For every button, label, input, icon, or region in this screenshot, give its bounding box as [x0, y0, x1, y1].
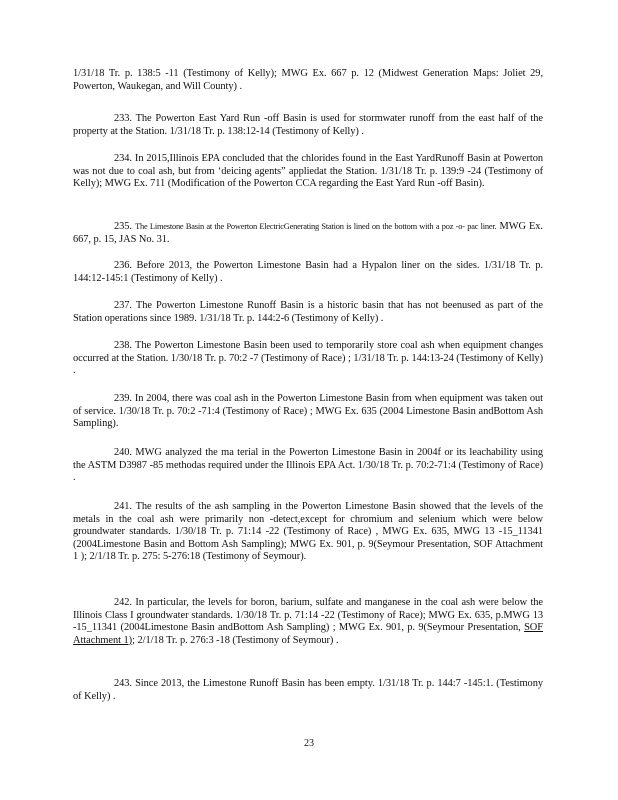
- paragraph-text: Since 2013, the Limestone Runoff Basin has been empty. 1/31/18 Tr. p. 144:7 -145:1. (Testimony of Kelly) .: [73, 678, 543, 702]
- paragraph-number: 239.: [114, 393, 132, 404]
- paragraph-number: 242.: [114, 597, 132, 608]
- paragraph-text-end: ; 2/1/18 Tr. p. 276:3 -18 (Testimony of Seymour) .: [132, 634, 339, 646]
- paragraph-text: The Powerton East Yard Run -off Basin is used for stormwater runoff from the east half of the property at the Station. 1/31/18 Tr. p. 138:12-14 (Testimony of Kelly) .: [73, 113, 543, 137]
- paragraph-number: 235.: [114, 221, 132, 232]
- paragraph-text: MWG Ex. 667, p. 15, JAS No. 31.: [73, 221, 543, 245]
- paragraph-number: 237.: [114, 300, 132, 311]
- paragraph-number: 233.: [114, 113, 132, 124]
- paragraph-text: The Powerton Limestone Basin been used to temporarily store coal ash when equipment changes occurred at the Station. 1/30/18 Tr. p. 70:2 -7 (Testimony of Race) ; 1/31/18 Tr. p. 144:13-24 (Testimony of Kelly) .: [73, 340, 543, 377]
- paragraph-text: In particular, the levels for boron, barium, sulfate and manganese in the coal ash were below the Illinois Class I groundwater standards. 1/30/18 Tr. p. 71:14 -22 (Testimony of Race); MWG Ex. 635, p.MWG 13 -15_11341 (2004Limestone Basin andBottom Ash Sampling) ; MWG Ex. 901, p. 9(Seymour Presentation,: [73, 597, 543, 634]
- paragraph-number: 236.: [114, 260, 132, 271]
- paragraph-237: [73, 300, 543, 325]
- paragraph-text-condensed: The Limestone Basin at the Powerton ElectricGenerating Station is lined on the bottom with a poz -o- pac liner.: [135, 222, 497, 231]
- paragraph-text: MWG analyzed the ma terial in the Powerton Limestone Basin in 2004f or its leachability using the ASTM D3987 -85 methodas required under the Illinois EPA Act. 1/30/18 Tr. p. 70:2-71:4 (Testimony of Race) .: [73, 447, 543, 484]
- paragraph-text: The results of the ash sampling in the Powerton Limestone Basin showed that the levels of the metals in the coal ash were primarily non -detect,except for chromium and selenium which were below groundwater standards. 1/30/18 Tr. p. 71:14 -22 (Testimony of Race) , MWG Ex. 635, MWG 13 -15_11341 (2004Limestone Basin and Bottom Ash Sampling); MWG Ex. 901, p. 9(Seymour Presentation, SOF Attachment 1 ); 2/1/18 Tr. p. 275: 5-276:18 (Testimony of Seymour).: [73, 501, 543, 563]
- paragraph-number: 243.: [114, 678, 132, 689]
- paragraph-236: [73, 260, 543, 285]
- paragraph-number: 238.: [114, 340, 132, 351]
- paragraph-238: [73, 340, 543, 378]
- paragraph-243: [73, 678, 543, 703]
- paragraph-number: 234.: [114, 153, 132, 164]
- paragraph-text: In 2004, there was coal ash in the Powerton Limestone Basin from when equipment was taken out of service. 1/30/18 Tr. p. 70:2 -71:4 (Testimony of Race) ; MWG Ex. 635 (2004 Limestone Basin andBottom Ash Sampling).: [73, 393, 543, 430]
- paragraph-235: [73, 221, 543, 246]
- paragraph-number: 241.: [114, 501, 132, 512]
- paragraph-241: [73, 501, 543, 564]
- paragraph-240: [73, 447, 543, 485]
- underlined-citation: SOF Attachment 1): [73, 622, 543, 646]
- paragraph-234: [73, 153, 543, 191]
- paragraph-239: [73, 393, 543, 431]
- paragraph-number: 240.: [114, 447, 132, 458]
- paragraph-233: [73, 113, 543, 138]
- paragraph-text: Before 2013, the Powerton Limestone Basin had a Hypalon liner on the sides. 1/31/18 Tr. p. 144:12-145:1 (Testimony of Kelly) .: [73, 260, 543, 284]
- continuation-paragraph: 1/31/18 Tr. p. 138:5 -11 (Testimony of Kelly); MWG Ex. 667 p. 12 (Midwest Generation Maps: Joliet 29, Powerton, Waukegan, and Will County) .: [73, 68, 543, 92]
- paragraph-text: The Powerton Limestone Runoff Basin is a historic basin that has not beenused as part of the Station operations since 1989. 1/31/18 Tr. p. 144:2-6 (Testimony of Kelly) .: [73, 300, 543, 324]
- paragraph-242: [73, 597, 543, 647]
- paragraph-text: In 2015,Illinois EPA concluded that the chlorides found in the East YardRunoff Basin at Powerton was not due to coal ash, but from ‘deicing agents” appliedat the Station. 1/31/18 Tr. p. 139:9 -24 (Testimony of Kelly); MWG Ex. 711 (Modification of the Powerton CCA regarding the East Yard Run -off Basin).: [73, 153, 543, 190]
- page-number: 23: [304, 738, 314, 749]
